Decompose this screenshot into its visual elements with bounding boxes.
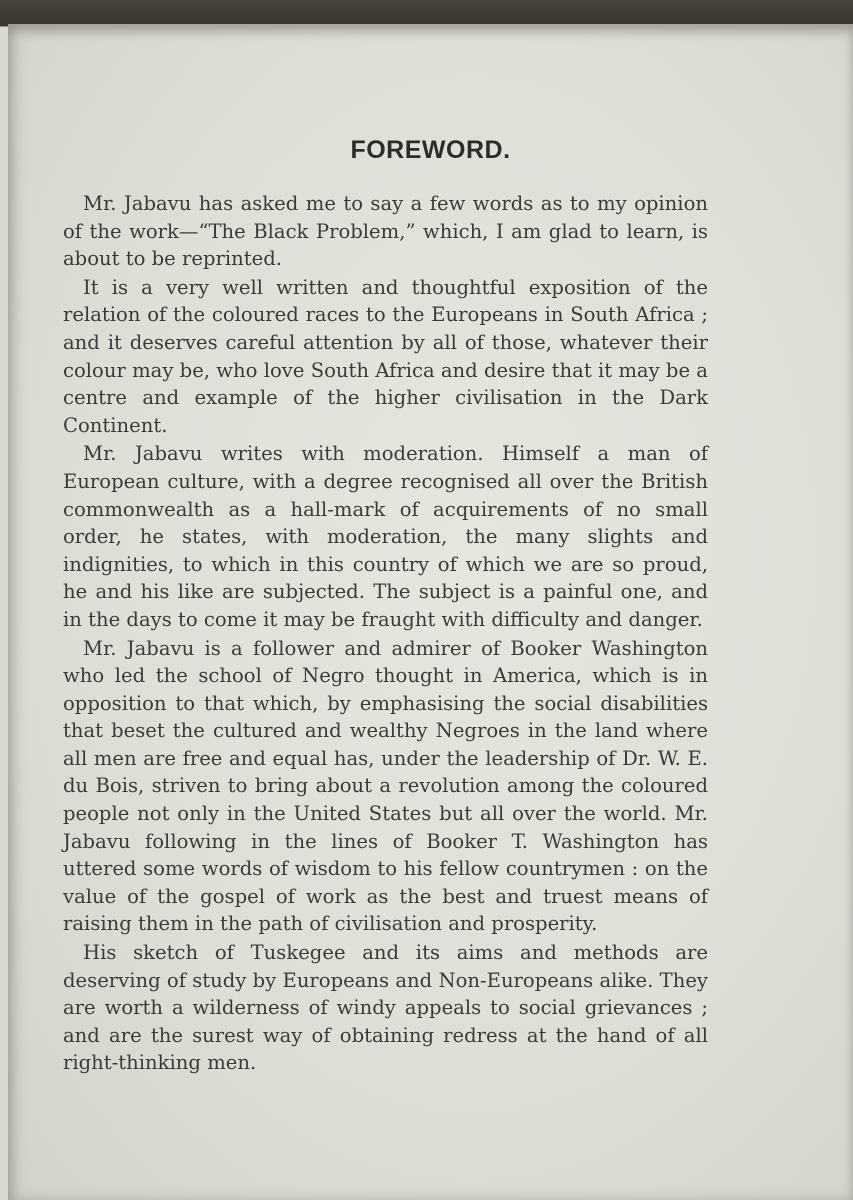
paragraph: It is a very well written and thoughtful exposition of the relation of the coloured races to the Europeans in South Africa ; and it deserves careful attention by all of those, whatever their colour may be, who love South Africa and desire that it may be a centre and example of the higher civilisation in the Dark Continent. bbox=[63, 275, 708, 437]
paragraph: His sketch of Tuskegee and its aims and methods are deserving of study by Europeans and Non-Europeans alike. They are worth a wilderness of windy appeals to social grievances ; and are the surest way of obtaining redress at the hand of all right-thinking men. bbox=[63, 941, 708, 1075]
body-text bbox=[63, 190, 708, 1077]
page-title: FOREWORD. bbox=[350, 136, 511, 164]
paragraph: Mr. Jabavu has asked me to say a few words as to my opinion of the work—“The Black Problem,” which, I am glad to learn, is about to be reprinted. bbox=[63, 192, 708, 271]
paragraph: Mr. Jabavu is a follower and admirer of Booker Washington who led the school of Negro thought in America, which is in opposition to that which, by emphasising the social disabilities that beset the cultured and wealthy Negroes in the land where all men are free and equal has, under the leadership of Dr. W. E. du Bois, striven to bring about a revolution among the coloured people not only in the United States but all over the world. Mr. Jabavu following in the lines of Booker T. Washington has uttered some words of wisdom to his fellow countrymen : on the value of the gospel of work as the best and truest means of raising them in the path of civilisation and prosperity. bbox=[63, 636, 708, 936]
paragraph: Mr. Jabavu writes with moderation. Himself a man of European culture, with a degree recognised all over the British commonwealth as a hall-mark of acquirements of no small order, he states, with moderation, the many slights and indignities, to which in this country of which we are so proud, he and his like are subjected. The subject is a painful one, and in the days to come it may be fraught with difficulty and danger. bbox=[63, 442, 708, 631]
book-page bbox=[8, 24, 853, 1200]
